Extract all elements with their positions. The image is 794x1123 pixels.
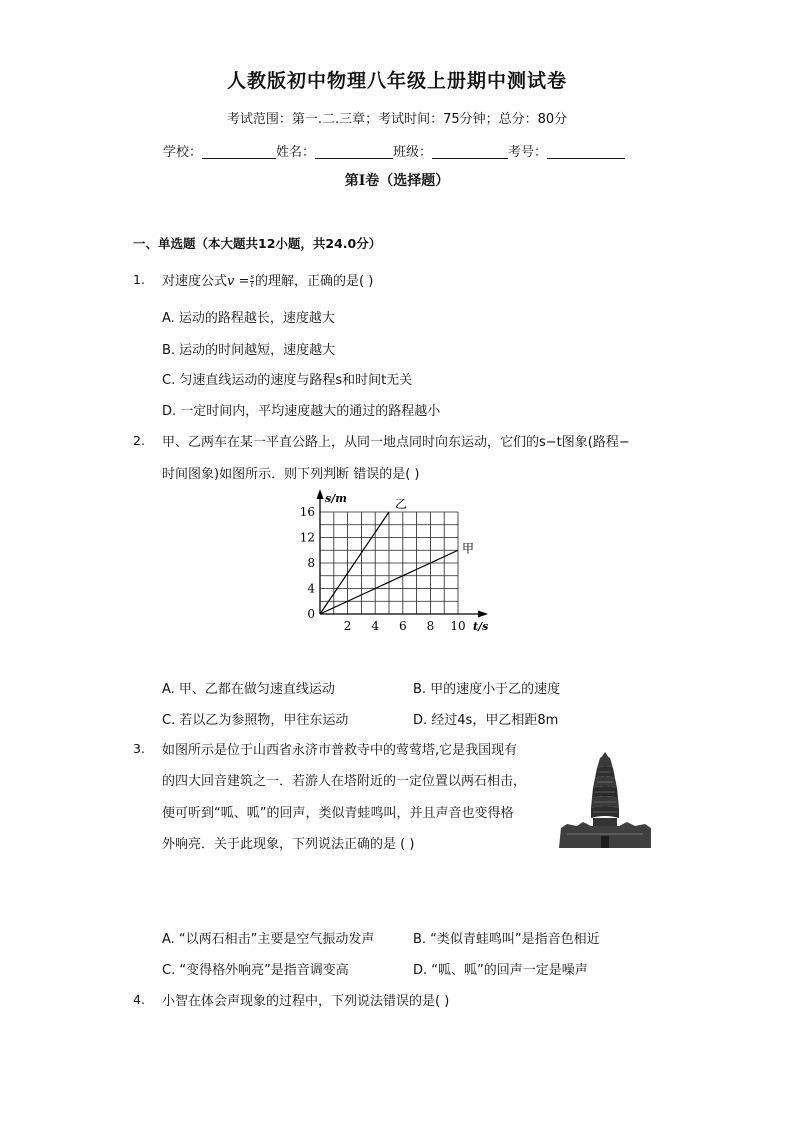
q1-option-b[interactable]: B. 运动的时间越短，速度越大 [162,343,336,358]
class-blank[interactable] [432,144,508,159]
q3-stem-line3: 便可听到“呱、呱”的回声，类似青蛙鸣叫，并且声音也变得格 [162,806,514,821]
y-tick-label: 16 [300,505,315,519]
school-label: 学校： [163,145,203,160]
question-1-stem [162,270,373,289]
q3-stem-line1: 如图所示是位于山西省永济市普救寺中的莺莺塔,它是我国现有 [162,743,518,758]
question-2-stem-line2: 时间图象)如图所示．则下列判断 错误的是( ) [162,467,420,482]
x-tick-label: 6 [398,619,407,633]
q4-stem: 小智在体会声现象的过程中，下列说法错误的是( ) [162,994,450,1009]
q1-option-c[interactable]: C. 匀速直线运动的速度与路程s和时间t无关 [162,373,413,388]
q3-stem-line2: 的四大回音建筑之一．若游人在塔附近的一定位置以两石相击， [162,774,527,789]
chart-grid [320,512,458,614]
q1-stem-a: 对速度公式 [162,274,228,289]
q2-option-a[interactable]: A. 甲、乙都在做匀速直线运动 [162,682,335,697]
q3-option-a[interactable]: A. “以两石相击”主要是空气振动发声 [162,932,375,947]
q1-formula-num: s [250,273,254,281]
question-2-number: 2. [133,433,145,448]
q3-option-c[interactable]: C. “变得格外响亮”是指音调变高 [162,963,349,978]
q2-option-c[interactable]: C. 若以乙为参照物，甲往东运动 [162,713,349,728]
name-label: 姓名： [276,145,316,160]
x-tick-label: 8 [426,619,435,633]
q1-formula-lhs: v = [227,274,250,289]
page-title: 人教版初中物理八年级上册期中测试卷 [226,70,567,92]
st-graph [300,488,500,638]
q3-option-b[interactable]: B. “类似青蛙鸣叫”是指音色相近 [413,932,600,947]
x-tick-label: 4 [371,619,380,633]
q1-option-d[interactable]: D. 一定时间内，平均速度越大的通过的路程越小 [162,404,441,419]
exam-info: 考试范围：第一.二.三章；考试时间：75分钟；总分：80分 [226,112,568,127]
q1-formula-fraction [250,274,254,289]
x-axis-arrow [478,611,488,618]
series-label-1: 乙 [395,497,408,511]
x-axis-label: t/s [473,620,489,633]
y-tick-label: 4 [307,581,315,596]
y-axis-arrow [317,489,324,499]
section-title: 一、单选题（本大题共12小题，共24.0分） [133,236,382,251]
q2-option-d[interactable]: D. 经过4s，甲乙相距8m [413,713,559,728]
class-label: 班级： [393,145,433,160]
name-blank[interactable] [315,144,393,159]
q3-stem-line4: 外响亮．关于此现象，下列说法正确的是 ( ) [162,837,415,852]
q1-option-a[interactable]: A. 运动的路程越长，速度越大 [162,311,335,326]
y-tick-label: 0 [307,607,315,621]
series-label-2: 甲 [462,541,475,556]
number-label: 考号： [508,145,548,160]
q1-stem-b: 的理解，正确的是( ) [254,274,374,289]
pagoda-picture [557,748,653,850]
q1-formula-den: t [250,281,254,289]
question-1-number: 1. [133,272,145,287]
part-title: 第Ⅰ卷（选择题） [344,173,450,189]
y-tick-label: 12 [300,530,315,545]
school-blank[interactable] [202,144,276,159]
question-4-number: 4. [133,992,145,1007]
chart-labels [300,492,488,633]
number-blank[interactable] [547,144,625,159]
q3-option-d[interactable]: D. “呱、呱”的回声一定是噪声 [413,963,588,978]
question-2-stem-line1: 甲、乙两车在某一平直公路上，从同一地点同时向东运动，它们的s−t图象(路程− [162,435,630,450]
y-axis-label: s/m [325,492,347,505]
q2-option-b[interactable]: B. 甲的速度小于乙的速度 [413,682,561,697]
x-tick-label: 10 [450,619,466,633]
x-tick-label: 2 [343,619,352,633]
question-3-number: 3. [133,741,145,756]
y-tick-label: 8 [307,556,315,570]
student-info-line [163,141,625,160]
